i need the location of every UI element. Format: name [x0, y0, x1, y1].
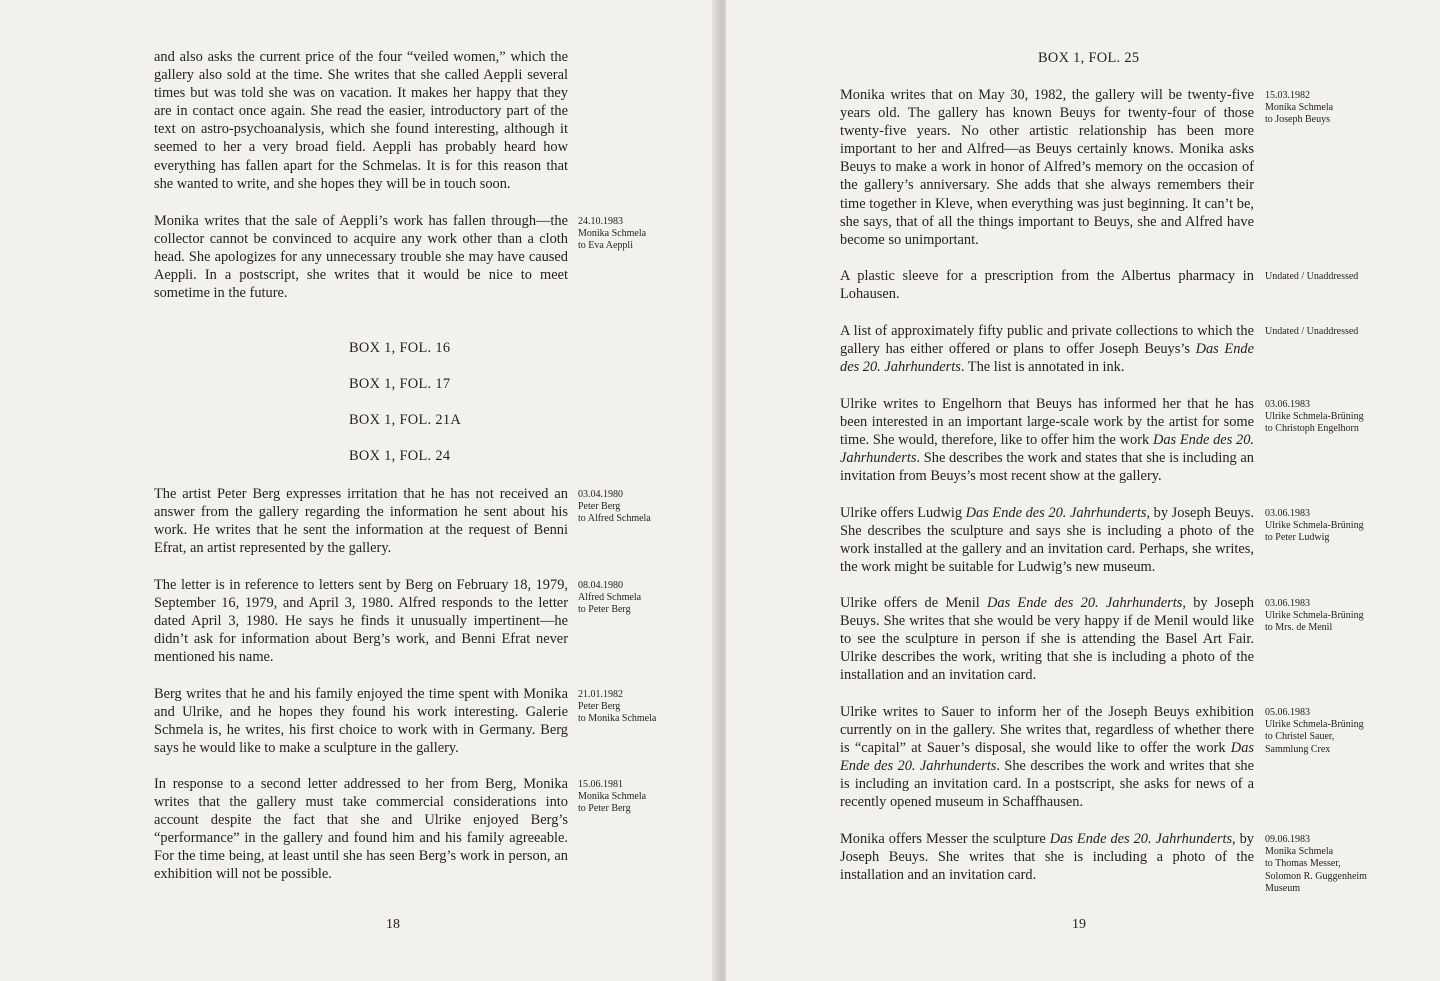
entry-text: Ulrike writes to Sauer to inform her of the Joseph Beuys exhibition currently on in the gallery. She writes that, regardless of whether there is “capital” at Sauer’s disposal, she would like to offer the work [840, 704, 1254, 757]
artwork-title: Das Ende des 20. Jahrhunderts [1049, 831, 1233, 847]
artwork-title: Das Ende des 20. Jahrhunderts [840, 341, 1254, 376]
margin-note [578, 216, 706, 253]
note-sender: Monika Schmela [1265, 102, 1334, 114]
margin-note [1265, 834, 1393, 895]
entry-paragraph: Monika writes that the sale of Aeppli’s work has fallen through—the collector cannot be convinced to acquire any work other than a cloth head. She apologizes for any unnecessary trouble she may have caused Aeppli. In a postscript, she writes that it would be nice to meet sometime in the future. [154, 213, 568, 302]
margin-note [578, 580, 706, 617]
artwork-title: Das Ende des 20. Jahrhunderts [965, 505, 1147, 521]
note-date: Undated / Unaddressed [1265, 271, 1359, 282]
note-recipient: to Peter Berg [578, 803, 631, 815]
entry-text: A list of approximately fifty public and private collections to which the gallery has either offered or plans to offer Joseph Beuys’s [840, 323, 1254, 358]
entry-text: Ulrike offers de Menil [840, 595, 987, 611]
entry-text: , by Joseph Beuys. She describes the sculpture and says she is including a photo of the work installed at the gallery and an invitation card. Perhaps, she writes, the work might be suitable for Ludwig’s new museum. [840, 505, 1255, 576]
folder-heading: BOX 1, FOL. 17 [349, 376, 451, 392]
note-sender: Alfred Schmela [578, 592, 642, 604]
note-recipient: to Alfred Schmela [578, 513, 651, 525]
entry-text: . The list is annotated in ink. [960, 359, 1125, 376]
entry-paragraph: In response to a second letter addressed to her from Berg, Monika writes that the gallery must take commercial considerations into account despite the fact that she and Ulrike enjoyed Berg’s “performance” in the gallery and found him and his family agreeable. For the time being, at least until she has seen Berg’s work in person, an exhibition will not be possible. [154, 776, 568, 883]
entry-paragraph: Berg writes that he and his family enjoyed the time spent with Monika and Ulrike, and he hopes they found his work interesting. Galerie Schmela is, he writes, his first choice to work with in Germany. Berg says he would like to make a sculpture in the gallery. [154, 686, 568, 757]
entry-text: , by Joseph Beuys. She writes that she would be very happy if de Menil would like to see the sculpture in person if she is attending the Basel Art Fair. Ulrike describes the work, writing that she is including a photo of the installation and an invitation card. [840, 595, 1254, 684]
note-date: 03.04.1980 [578, 489, 623, 500]
entry-text: Monika offers Messer the sculpture [840, 831, 1050, 847]
note-sender: Monika Schmela [578, 791, 647, 803]
margin-note [1265, 326, 1393, 338]
note-date: 24.10.1983 [578, 216, 623, 227]
note-recipient: to Christel Sauer, [1265, 731, 1335, 743]
note-sender: Ulrike Schmela-Brüning [1265, 520, 1364, 532]
page-number: 19 [1072, 917, 1086, 932]
note-sender: Ulrike Schmela-Brüning [1265, 411, 1364, 423]
note-recipient: Museum [1265, 882, 1300, 894]
note-date: Undated / Unaddressed [1265, 326, 1359, 337]
note-sender: Peter Berg [578, 701, 621, 713]
note-date: 05.06.1983 [1265, 707, 1310, 718]
folder-heading: BOX 1, FOL. 25 [1038, 50, 1140, 66]
folder-heading: BOX 1, FOL. 21A [349, 412, 462, 428]
entry-text: , by Joseph Beuys. She writes that she is including a photo of the installation and an invitation card. [840, 831, 1254, 884]
note-recipient: to Monika Schmela [578, 713, 657, 725]
margin-note [1265, 271, 1393, 283]
entry-paragraph [840, 322, 1254, 376]
note-date: 09.06.1983 [1265, 834, 1310, 845]
folder-heading: BOX 1, FOL. 24 [349, 448, 451, 464]
note-recipient: to Eva Aeppli [578, 240, 633, 252]
margin-note [1265, 399, 1393, 436]
note-sender: Monika Schmela [578, 228, 647, 240]
entry-paragraph [840, 830, 1254, 884]
note-recipient: to Joseph Beuys [1265, 114, 1330, 126]
note-date: 08.04.1980 [578, 580, 623, 591]
margin-note [1265, 707, 1393, 756]
entry-text: . She describes the work and states that she is including an invitation from Beuys’s most recent show at the gallery. [840, 450, 1254, 485]
note-recipient: Solomon R. Guggenheim [1265, 870, 1367, 882]
margin-note [1265, 508, 1393, 545]
margin-note [578, 779, 706, 816]
note-recipient: to Peter Ludwig [1265, 532, 1330, 544]
note-sender: Peter Berg [578, 501, 621, 513]
entry-paragraph: Monika writes that on May 30, 1982, the gallery will be twenty-five years old. The gallery has known Beuys for twenty-four of those twenty-five years. No other artistic relationship has been more important to her and Alfred—as Beuys certainly knows. Monika asks Beuys to make a work in honor of Alfred’s memory on the occasion of the gallery’s anniversary. She adds that she always remembers their time together in Kleve, when everything was just beginning. It can’t be, she says, that of all the things important to Beuys, she and Alfred have become so unimportant. [840, 87, 1254, 248]
note-recipient: to Christoph Engelhorn [1265, 423, 1359, 435]
entry-paragraph: The letter is in reference to letters sent by Berg on February 18, 1979, September 16, 1979, and April 3, 1980. Alfred responds to the letter dated April 3, 1980. He says he finds it unusually impertinent—he didn’t ask for information about Berg’s work, and Benni Efrat never mentioned his name. [154, 577, 568, 666]
note-date: 21.01.1982 [578, 689, 623, 700]
note-sender: Ulrike Schmela-Brüning [1265, 719, 1364, 731]
note-date: 03.06.1983 [1265, 508, 1310, 519]
note-recipient: to Mrs. de Menil [1265, 622, 1333, 634]
note-recipient: Sammlung Crex [1265, 743, 1331, 755]
artwork-title: Das Ende des 20. Jahrhunderts [840, 740, 1254, 775]
entry-paragraph: The artist Peter Berg expresses irritation that he has not received an answer from the gallery regarding the information he sent about his work. He writes that he sent the information at the request of Benni Efrat, an artist represented by the gallery. [154, 486, 568, 557]
note-sender: Monika Schmela [1265, 846, 1334, 858]
note-date: 03.06.1983 [1265, 598, 1310, 609]
note-sender: Ulrike Schmela-Brüning [1265, 610, 1364, 622]
entry-paragraph [840, 395, 1254, 485]
note-date: 03.06.1983 [1265, 399, 1310, 410]
note-recipient: to Thomas Messer, [1265, 858, 1341, 870]
margin-note [578, 489, 706, 526]
entry-paragraph [840, 594, 1254, 684]
folder-heading: BOX 1, FOL. 16 [349, 340, 451, 356]
margin-note [578, 689, 706, 726]
entry-paragraph [840, 504, 1254, 576]
left-page [0, 0, 718, 981]
entry-paragraph: A plastic sleeve for a prescription from the Albertus pharmacy in Lohausen. [840, 268, 1254, 303]
margin-note [1265, 598, 1393, 635]
artwork-title: Das Ende des 20. Jahrhunderts [986, 595, 1183, 611]
entry-paragraph: and also asks the current price of the four “veiled women,” which the gallery also sold at the time. She writes that she called Aeppli several times but was told she was on vacation. It makes her happy that they are in contact once again. She read the easier, introductory part of the text on astro-psychoanalysis, which she found interesting, although it seemed to her a very broad field. Aeppli has probably heard how everything has fallen apart for the Schmelas. It is for this reason that she wanted to write, and she hopes they will be in touch soon. [154, 49, 568, 192]
note-date: 15.03.1982 [1265, 90, 1310, 101]
entry-text: Ulrike writes to Engelhorn that Beuys has informed her that he has been interested in an important large-scale work by the artist for some time. She would, therefore, like to offer him the work [840, 396, 1254, 449]
right-page [726, 0, 1440, 981]
note-date: 15.06.1981 [578, 779, 623, 790]
artwork-title: Das Ende des 20. Jahrhunderts [840, 432, 1254, 467]
entry-text: Ulrike offers Ludwig [840, 505, 966, 521]
margin-note [1265, 90, 1393, 127]
note-recipient: to Peter Berg [578, 604, 631, 616]
entry-text: . She describes the work and writes that she is including an invitation card. In a postscript, she asks for news of a recently opened museum in Schaffhausen. [840, 758, 1254, 811]
entry-paragraph [840, 703, 1254, 812]
page-number: 18 [386, 917, 400, 932]
